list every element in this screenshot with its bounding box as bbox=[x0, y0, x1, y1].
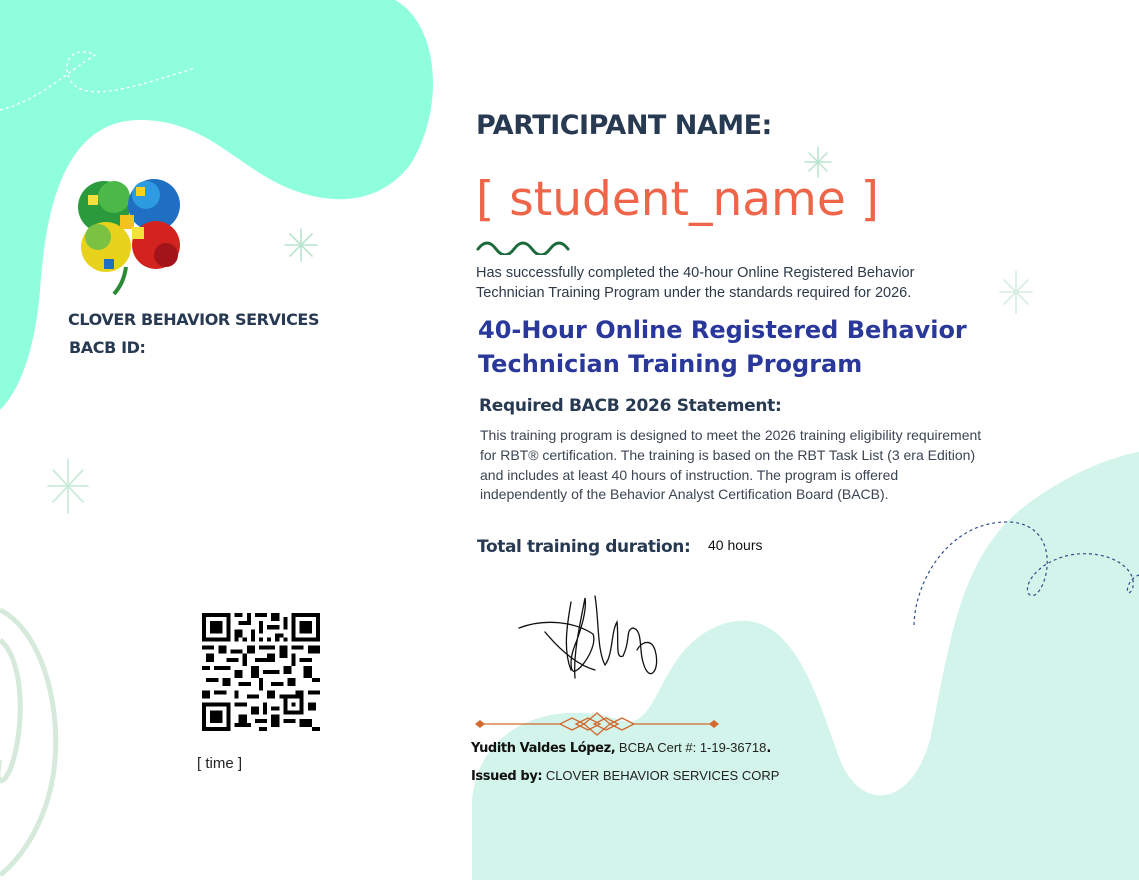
student-name: [ student_name ] bbox=[476, 172, 880, 227]
ornament-divider bbox=[472, 710, 722, 738]
completion-statement: Has successfully completed the 40-hour Online Registered Behavior Technician Training Program under the standards required for 2026. bbox=[476, 265, 915, 301]
clover-puzzle-logo bbox=[76, 175, 186, 297]
statement-body: This training program is designed to meet the 2026 training eligibility requirement for RBT® certification. The training is based on the RBT Task List (3 era Edition) and includes at least 40 hours of instruction. The program is offered independently of the Behavior Analyst Certification Board (BACB). bbox=[480, 427, 982, 503]
sparkle-icon bbox=[47, 458, 89, 514]
duration-value: 40 hours bbox=[708, 537, 763, 553]
mint-blob-top-left bbox=[0, 0, 433, 410]
signer-line bbox=[471, 740, 771, 756]
sparkle-icon bbox=[999, 270, 1033, 314]
program-title: 40-Hour Online Registered Behavior Technician Training Program bbox=[478, 316, 967, 378]
signature bbox=[515, 590, 665, 690]
issued-by-label: Issued by: bbox=[471, 769, 543, 784]
duration-label: Total training duration: bbox=[477, 537, 691, 557]
wave-underline bbox=[476, 239, 572, 255]
sparkle-icon bbox=[283, 227, 319, 263]
statement-heading: Required BACB 2026 Statement: bbox=[479, 396, 782, 416]
time-placeholder: [ time ] bbox=[197, 755, 243, 772]
issued-by-line bbox=[471, 768, 779, 784]
signer-credential: BCBA Cert #: 1-19-36718 bbox=[615, 740, 767, 755]
loop-bottom-left-2 bbox=[0, 640, 20, 781]
participant-name-label: PARTICIPANT NAME: bbox=[476, 110, 772, 141]
issued-by-value: CLOVER BEHAVIOR SERVICES CORP bbox=[542, 768, 780, 783]
organization-name: CLOVER BEHAVIOR SERVICES bbox=[68, 310, 320, 329]
signer-period: . bbox=[766, 741, 771, 756]
bacb-id-label: BACB ID: bbox=[69, 338, 146, 357]
signer-name: Yudith Valdes López, bbox=[471, 741, 616, 756]
qr-code bbox=[202, 613, 320, 731]
